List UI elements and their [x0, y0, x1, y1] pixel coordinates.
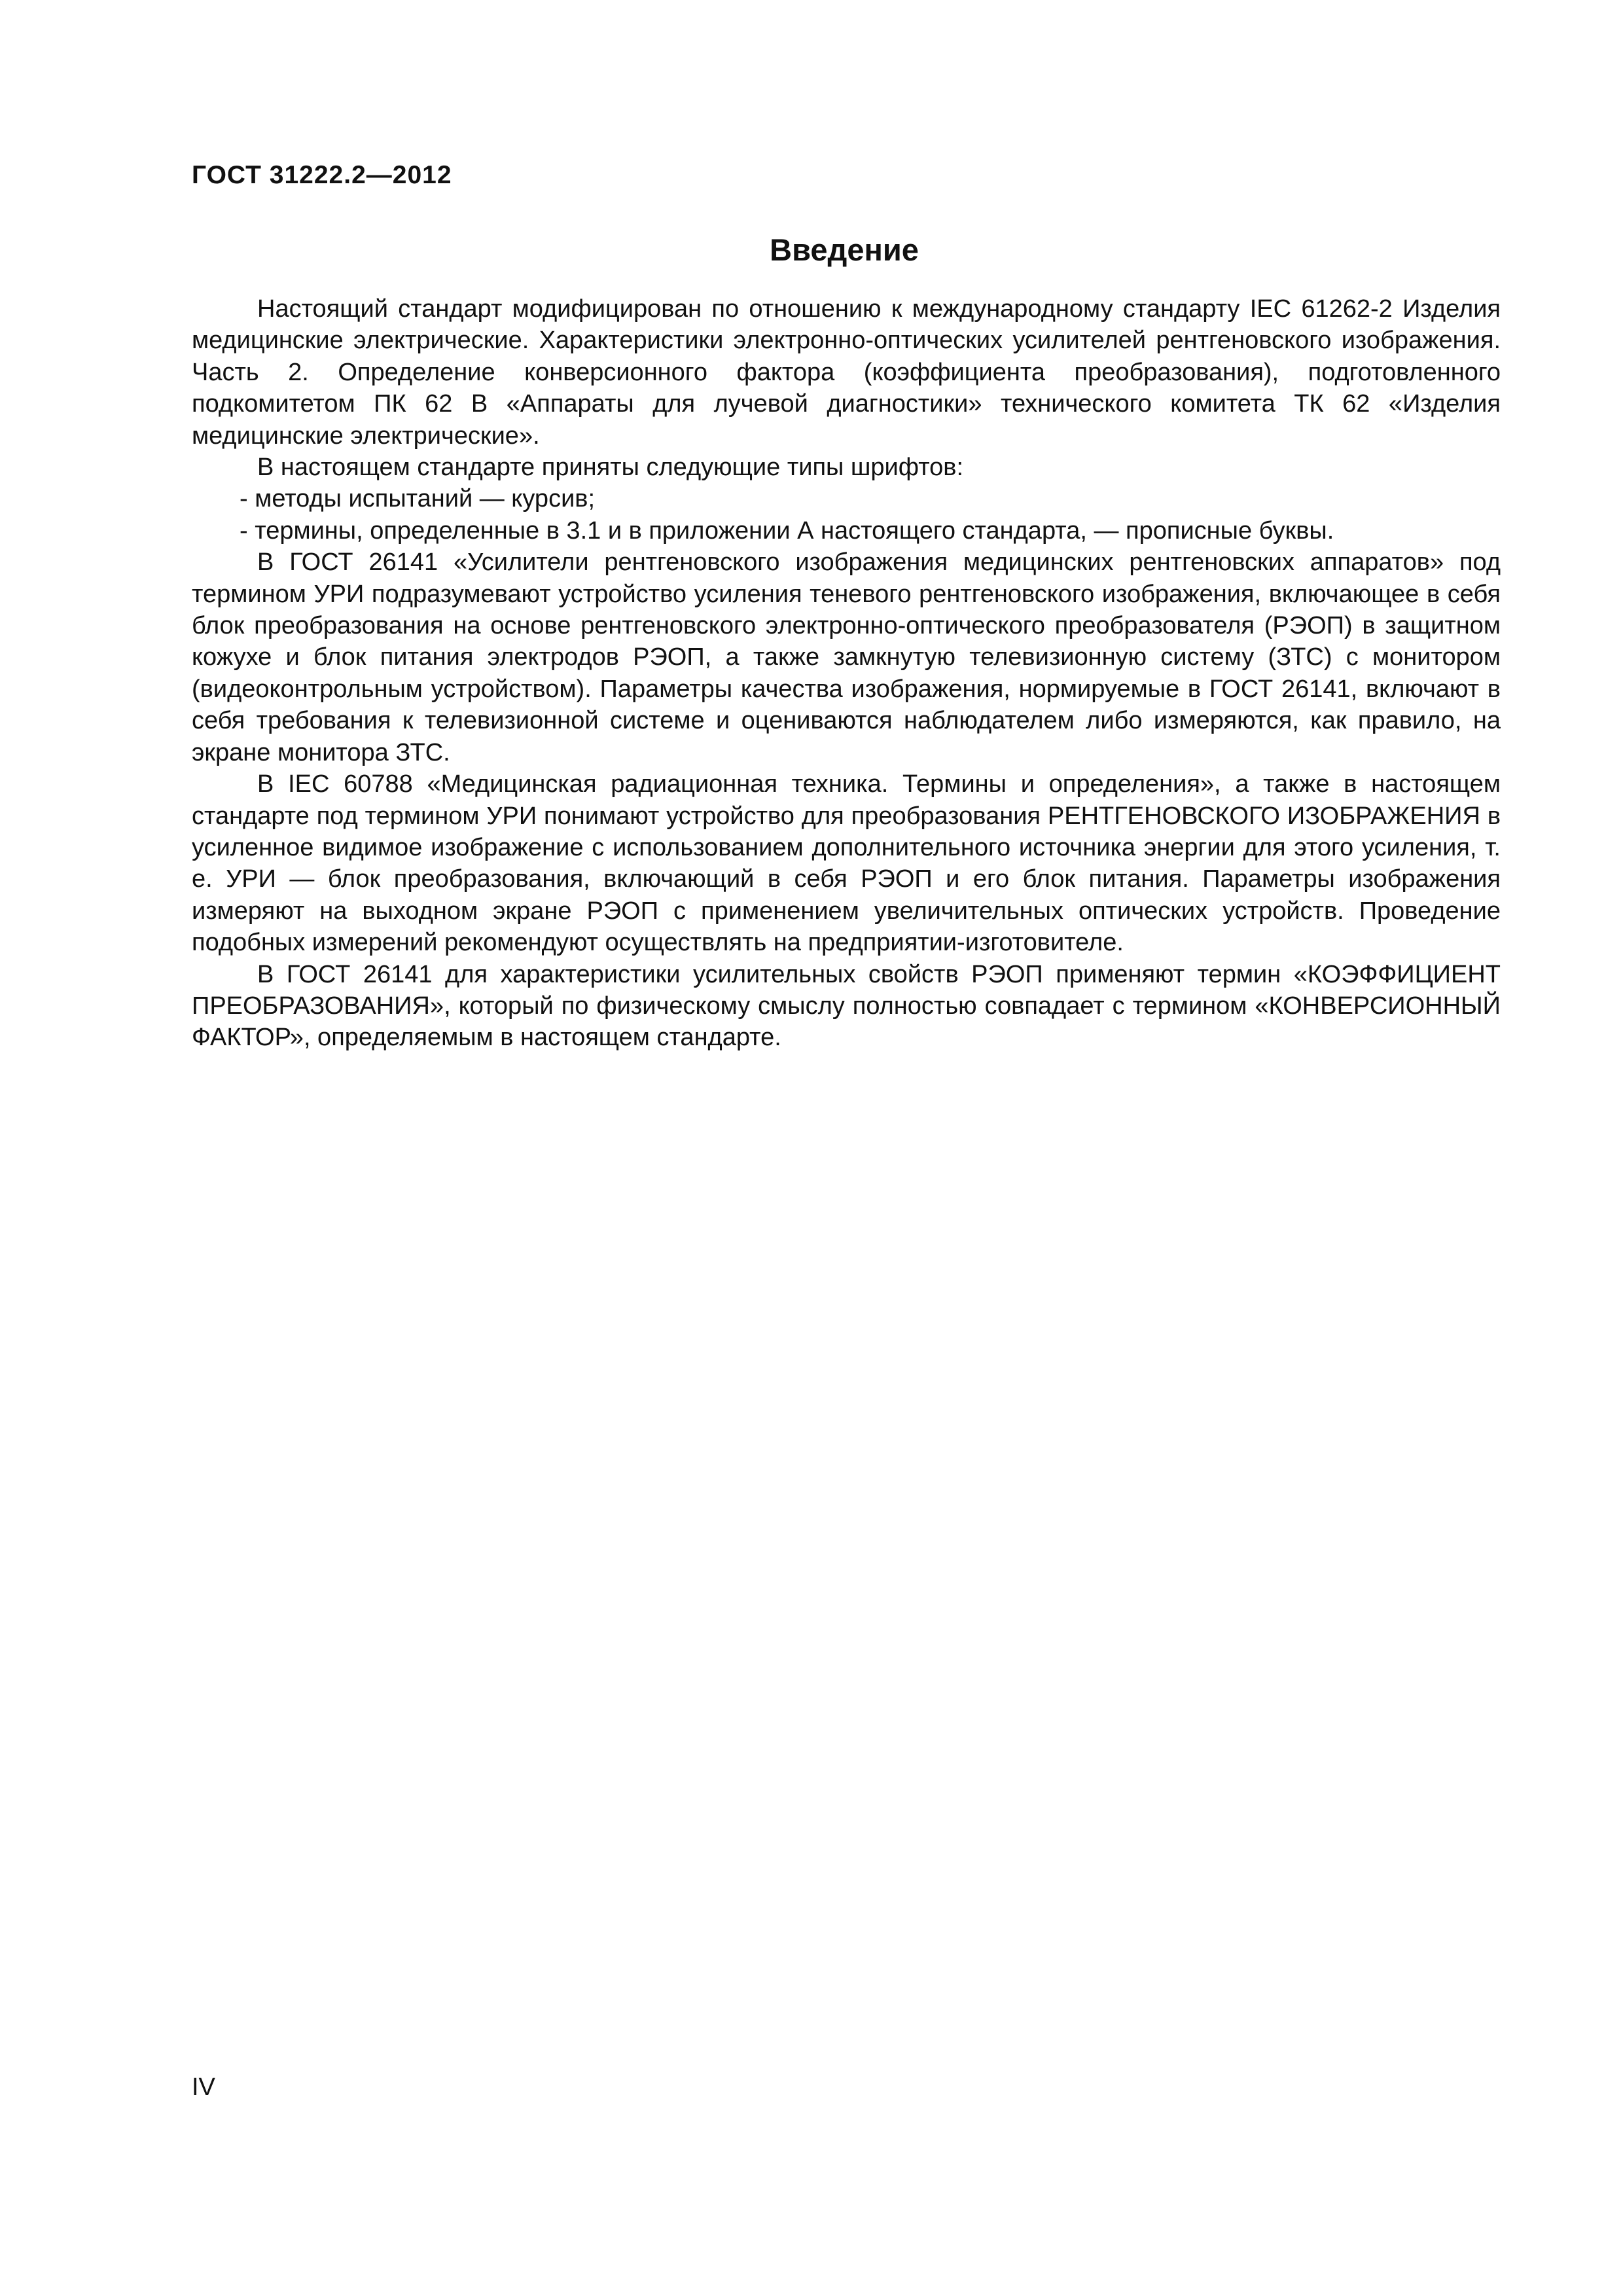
paragraph-gost-26141: В ГОСТ 26141 «Усилители рентгеновского изображения медицинских рентгеновских аппаратов» под термином УРИ подразумевают устройство усиления теневого рентгеновского изображения, включающее в себя блок преобразования на основе рентгеновского электронно-оптического преобразователя (РЭОП) в защитном кожухе и блок питания электродов РЭОП, а также замкнутую телевизионную систему (ЗТС) с монитором (видеоконтрольным устройством). Параметры качества изображения, нормируемые в ГОСТ 26141, включают в себя требования к телевизионной системе и оцениваются наблюдателем либо измеряются, как правило, на экране монитора ЗТС.	[192, 548, 1501, 766]
body-text	[192, 293, 1501, 1054]
paragraph-fonts-intro: В настоящем стандарте приняты следующие типы шрифтов:	[257, 454, 964, 482]
paragraph-intro: Настоящий стандарт модифицирован по отношению к международному стандарту IEC 61262-2 Изделия медицинские электрические. Характеристики электронно-оптических усилителей рентгеновского изображения. Часть 2. Определение конверсионного фактора (коэффициента преобразования), подготовленного подкомитетом ПК 62 В «Аппараты для лучевой диагностики» технического комитета ТК 62 «Изделия медицинские электрические».	[192, 295, 1501, 450]
page-number: IV	[192, 2073, 215, 2101]
list-item-terms: - термины, определенные в 3.1 и в приложении А настоящего стандарта, — прописные буквы.	[240, 516, 1334, 545]
paragraph-conversion-factor: В ГОСТ 26141 для характеристики усилительных свойств РЭОП применяют термин «КОЭФФИЦИЕНТ ПРЕОБРАЗОВАНИЯ», который по физическому смыслу полностью совпадает с термином «КОНВЕРСИОННЫЙ ФАКТОР», определяемым в настоящем стандарте.	[192, 960, 1501, 1052]
document-code: ГОСТ 31222.2—2012	[192, 161, 452, 189]
list-item-test-methods: - методы испытаний — курсив;	[240, 485, 596, 513]
paragraph-iec-60788: В IEC 60788 «Медицинская радиационная техника. Термины и определения», а также в настоящем стандарте под термином УРИ понимают устройство для преобразования РЕНТГЕНОВСКОГО ИЗОБРАЖЕНИЯ в усиленное видимое изображение с использованием дополнительного источника энергии для этого усиления, т. е. УРИ — блок преобразования, включающий в себя РЭОП и его блок питания. Параметры изображения измеряют на выходном экране РЭОП с применением увеличительных оптических устройств. Проведение подобных измерений рекомендуют осуществлять на предприятии-изготовителе.	[192, 770, 1501, 957]
section-title: Введение	[770, 232, 919, 267]
